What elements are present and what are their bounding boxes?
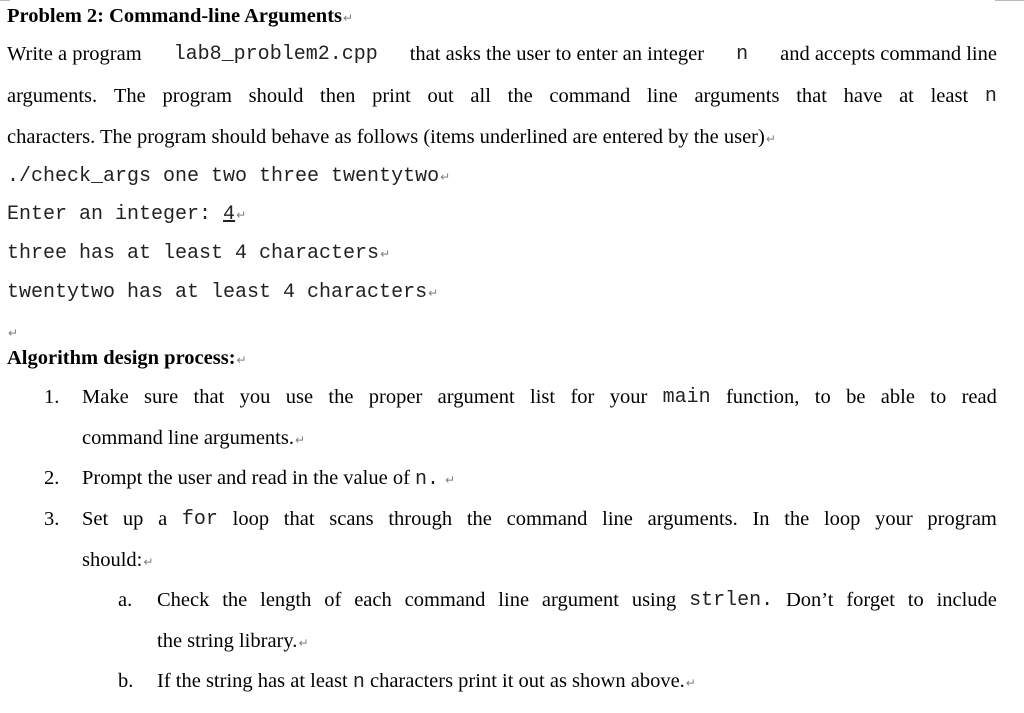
step-3-number: 3. (44, 508, 60, 530)
word: that (796, 85, 827, 107)
word: arguments. (7, 85, 98, 107)
paragraph-mark-icon: ↵ (685, 676, 696, 690)
example-output-2: twentytwo has at least 4 characters↵ (7, 281, 439, 304)
word: of (324, 589, 342, 611)
word: Set (82, 508, 109, 530)
word: your (875, 508, 913, 530)
word: a (158, 508, 168, 530)
step-1-continuation: command line arguments.↵ (82, 427, 306, 449)
step-3a-line (157, 589, 997, 612)
word: Make (82, 386, 129, 408)
word: then (320, 85, 356, 107)
variable-n-code: n (736, 43, 749, 66)
word: that (193, 386, 225, 408)
paragraph-mark-icon: ↵ (765, 132, 776, 146)
paragraph-mark-icon: ↵ (298, 636, 309, 650)
example-prompt: Enter an integer: 4↵ (7, 203, 247, 226)
word: each (354, 589, 392, 611)
example-output-1: three has at least 4 characters↵ (7, 242, 391, 265)
word: program (162, 85, 232, 107)
word: program (927, 508, 997, 530)
word: function, (725, 386, 800, 408)
word: list (530, 386, 556, 408)
paragraph-mark-icon: ↵ (8, 326, 19, 340)
step-3a-letter: a. (118, 589, 133, 611)
word: argument (437, 386, 515, 408)
paragraph-mark-icon: ↵ (236, 353, 247, 367)
word: out (427, 85, 454, 107)
word: line (498, 589, 530, 611)
variable-n-code: n (984, 85, 997, 108)
paragraph-mark-icon: ↵ (440, 170, 451, 184)
variable-n-code: n (352, 671, 365, 694)
word: be (846, 386, 866, 408)
word: include (936, 589, 997, 611)
word: length (260, 589, 312, 611)
inline-code: main (662, 386, 711, 409)
intro-line-3: characters. The program should behave as follows (items underlined are entered by the user)↵ (7, 126, 776, 148)
heading-text: Problem 2: Command-line Arguments (7, 5, 343, 27)
word: all (470, 85, 491, 107)
word: scans (329, 508, 374, 530)
word: The (113, 85, 146, 107)
word: for (570, 386, 595, 408)
step-3a-continuation: the string library.↵ (157, 630, 309, 652)
intro-line-2 (7, 85, 997, 108)
paragraph-mark-icon: ↵ (343, 11, 354, 25)
word: should (248, 85, 304, 107)
word: proper (368, 386, 423, 408)
empty-paragraph (7, 320, 18, 343)
word: able (880, 386, 915, 408)
word: the (507, 85, 533, 107)
word: Check (157, 589, 210, 611)
word: read (961, 386, 997, 408)
word: loop (823, 508, 861, 530)
paragraph-mark-icon: ↵ (236, 208, 247, 222)
word: command (506, 508, 588, 530)
paragraph-mark-icon: ↵ (294, 433, 306, 447)
paragraph-mark-icon: ↵ (445, 473, 456, 487)
step-3-continuation: should:↵ (82, 549, 154, 571)
word: In (752, 508, 770, 530)
example-command: ./check_args one two three twentytwo↵ (7, 165, 451, 188)
word: the (466, 508, 492, 530)
word: the (784, 508, 810, 530)
word: through (388, 508, 453, 530)
algorithm-heading: Algorithm design process:↵ (7, 347, 247, 369)
step-1-line (82, 386, 997, 409)
inline-code: for (181, 508, 218, 531)
word: line (646, 85, 678, 107)
word: up (122, 508, 144, 530)
word: sure (144, 386, 179, 408)
word: to (930, 386, 947, 408)
word: using (631, 589, 677, 611)
word: use (285, 386, 314, 408)
word: to (814, 386, 831, 408)
page-corner-mark (995, 0, 1024, 1)
step-1-number: 1. (44, 386, 60, 408)
word: you (239, 386, 271, 408)
word: least (930, 85, 969, 107)
step-2-line: Prompt the user and read in the value of n. ↵ (82, 467, 456, 491)
word: the (222, 589, 248, 611)
step-2-number: 2. (44, 467, 60, 489)
word: arguments (694, 85, 780, 107)
word: forget (846, 589, 895, 611)
word: command (549, 85, 631, 107)
inline-code: strlen. (689, 589, 774, 612)
page-corner-mark (0, 0, 10, 1)
problem-heading (7, 5, 353, 28)
word: have (843, 85, 883, 107)
step-3-line (82, 508, 997, 531)
word: to (907, 589, 924, 611)
word: print (372, 85, 411, 107)
word: the (328, 386, 354, 408)
filename-code: lab8_problem2.cpp (173, 43, 378, 66)
word: arguments. (647, 508, 738, 530)
step-3b-letter: b. (118, 670, 134, 692)
paragraph-mark-icon: ↵ (428, 286, 439, 300)
paragraph-mark-icon: ↵ (143, 555, 154, 569)
word: your (609, 386, 648, 408)
word: command (404, 589, 486, 611)
word: loop (232, 508, 270, 530)
word: Don’t (785, 589, 834, 611)
word: argument (541, 589, 619, 611)
word: line (602, 508, 633, 530)
intro-line-1: Write a program lab8_problem2.cpp that asks the user to enter an integer n and accepts command line (7, 43, 997, 66)
user-input-value: 4 (223, 203, 236, 226)
word: that (283, 508, 315, 530)
variable-n-code: n. (415, 468, 440, 491)
paragraph-mark-icon: ↵ (380, 247, 391, 261)
step-3b-line: If the string has at least n characters print it out as shown above.↵ (157, 670, 696, 694)
word: at (899, 85, 914, 107)
